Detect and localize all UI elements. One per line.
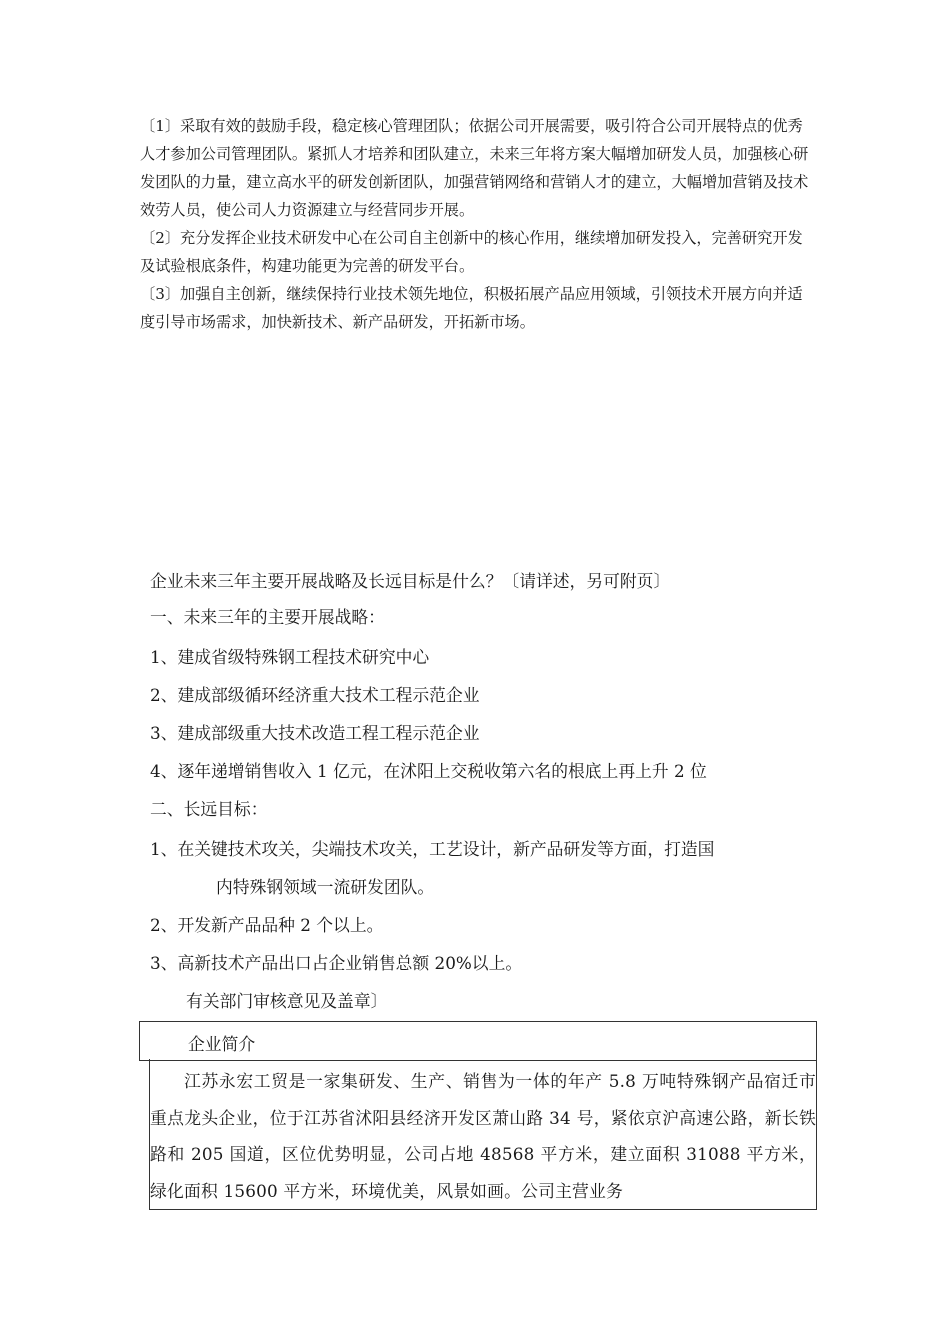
- strategy-item-2: 2、建成部级循环经济重大技术工程示范企业: [150, 685, 480, 705]
- strategy-item-1: 1、建成省级特殊钢工程技术研究中心: [150, 647, 430, 667]
- strategy-heading: 一、未来三年的主要开展战略：: [150, 607, 385, 627]
- intro-title: 企业简介: [188, 1034, 256, 1054]
- strategy-item-4: 4、逐年递增销售收入 1 亿元，在沭阳上交税收第六名的根底上再上升 2 位: [150, 761, 707, 781]
- measure-paragraph-1: 〔1〕采取有效的鼓励手段，稳定核心管理团队；依据公司开展需要，吸引符合公司开展特点的优秀人才参加公司管理团队。紧抓人才培养和团队建立，未来三年将方案大幅增加研发人员，加强核心研发团队的力量，建立高水平的研发创新团队，加强营销网络和营销人才的建立，大幅增加营销及技术效劳人员，使公司人力资源建立与经营同步开展。: [140, 117, 809, 219]
- strategy-question: 企业未来三年主要开展战略及长远目标是什么？〔请详述，另可附页〕: [150, 571, 671, 591]
- measure-paragraph-3: 〔3〕加强自主创新，继续保持行业技术领先地位，积极拓展产品应用领域，引领技术开展方向并适度引导市场需求，加快新技术、新产品研发，开拓新市场。: [140, 285, 803, 331]
- goal-item-3: 3、高新技术产品出口占企业销售总额 20%以上。: [150, 953, 523, 973]
- intro-title-cell: [139, 1021, 817, 1061]
- goal-item-1-continued: 内特殊钢领域一流研发团队。: [216, 877, 435, 897]
- goal-item-1: 1、在关键技术攻关，尖端技术攻关，工艺设计，新产品研发等方面，打造国: [150, 839, 715, 859]
- goal-item-2: 2、开发新产品品种 2 个以上。: [150, 915, 384, 935]
- intro-text: 江苏永宏工贸是一家集研发、生产、销售为一体的年产 5.8 万吨特殊钢产品宿迁市重点龙头企业，位于江苏省沭阳县经济开发区萧山路 34 号，紧依京沪高速公路，新长铁路和 205 国道，区位优势明显，公司占地 48568 平方米，建立面积 31088 平方米，绿化面积 15600 平方米，环境优美，风景如画。公司主营业务: [150, 1071, 816, 1201]
- measures-section: [140, 112, 816, 336]
- goal-heading: 二、长远目标：: [150, 799, 268, 819]
- strategy-item-3: 3、建成部级重大技术改造工程工程示范企业: [150, 723, 480, 743]
- intro-body-cell: [149, 1059, 817, 1210]
- approval-note: 有关部门审核意见及盖章〕: [186, 991, 388, 1011]
- measure-paragraph-2: 〔2〕充分发挥企业技术研发中心在公司自主创新中的核心作用，继续增加研发投入，完善研究开发及试验根底条件，构建功能更为完善的研发平台。: [140, 229, 803, 275]
